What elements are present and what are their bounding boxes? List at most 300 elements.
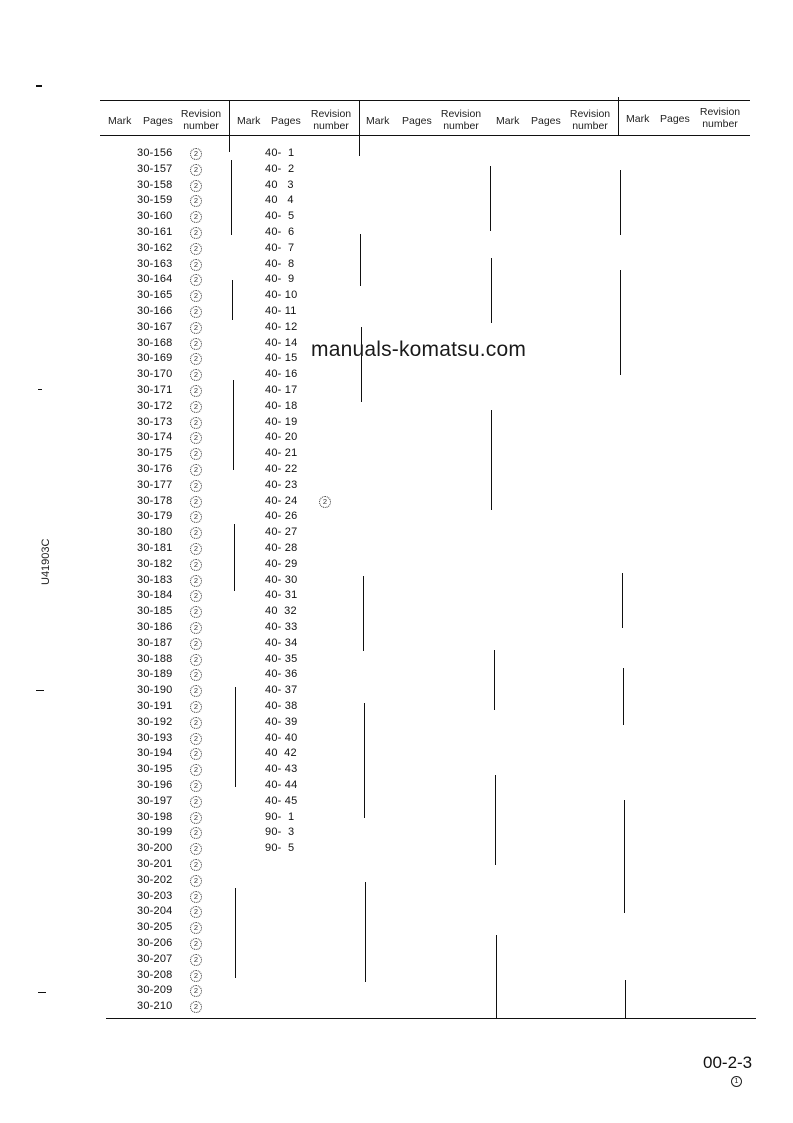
revision-number-circle-icon: 2: [190, 622, 202, 634]
header-mark: Mark: [626, 113, 650, 125]
page-number-cell: 90- 1: [265, 810, 295, 823]
page-number-cell: 40- 17: [265, 384, 298, 396]
revision-number-circle-icon: 2: [190, 195, 202, 207]
table-row: [229, 604, 359, 620]
revision-number-circle-icon: 2: [190, 543, 202, 555]
page-number-cell: 30-162: [137, 241, 173, 254]
revision-number-circle-icon: 2: [190, 338, 202, 350]
change-bar: [623, 668, 624, 725]
page-number-cell: 30-205: [137, 921, 173, 934]
table-row: [100, 699, 230, 715]
page-number-cell: 30-159: [137, 194, 173, 207]
table-row: [229, 494, 359, 510]
header-revision: Revision number: [569, 108, 611, 132]
change-bar: [624, 800, 625, 913]
page-number-cell: 30-190: [137, 684, 173, 697]
page-number-cell: 30-207: [137, 952, 173, 965]
page-number-cell: 40- 10: [265, 289, 298, 302]
table-row: [100, 336, 230, 352]
page-number-cell: 40- 19: [265, 415, 298, 428]
table-row: [229, 731, 359, 747]
page-number-cell: 30-184: [137, 589, 173, 602]
page-number-cell: 40- 15: [265, 352, 298, 365]
table-row: [100, 904, 230, 920]
revision-number-circle-icon: 2: [190, 306, 202, 318]
page-number-cell: 40- 20: [265, 431, 298, 444]
page-number-cell: 30-209: [137, 984, 173, 997]
page-number-cell: 30-192: [137, 715, 173, 728]
page-number-cell: 30-180: [137, 526, 173, 539]
table-row: [100, 620, 230, 636]
revision-number-circle-icon: 2: [190, 575, 202, 587]
header-pages: Pages: [660, 113, 690, 125]
page-number-cell: 40- 36: [265, 668, 298, 681]
revision-number-circle-icon: 2: [190, 211, 202, 223]
page-number-cell: 40- 38: [265, 700, 298, 712]
page-number-cell: 30-206: [137, 937, 173, 949]
page-number-cell: 30-208: [137, 968, 173, 981]
page-number-cell: 40- 21: [265, 447, 298, 460]
page-number-cell: 30-188: [137, 652, 173, 665]
table-row: [229, 304, 359, 320]
table-row: [100, 794, 230, 810]
table-row: [100, 731, 230, 747]
header-mark: Mark: [366, 115, 390, 127]
revision-number-circle-icon: 2: [190, 796, 202, 808]
table-row: [229, 715, 359, 731]
page-number-cell: 40 32: [265, 605, 297, 618]
table-row: [100, 225, 230, 241]
table-row: [229, 209, 359, 225]
page-number-cell: 40- 31: [265, 589, 298, 602]
table-row: [100, 936, 230, 952]
table-row: [100, 746, 230, 762]
page-number-cell: 30-193: [137, 731, 173, 744]
revision-number-circle-icon: 2: [190, 954, 202, 966]
header-mark: Mark: [108, 115, 132, 127]
watermark-text: manuals-komatsu.com: [311, 338, 527, 361]
revision-number-circle-icon: 2: [190, 559, 202, 571]
revision-number-circle-icon: 2: [190, 290, 202, 302]
page-number-cell: 40- 22: [265, 463, 298, 475]
revision-number-circle-icon: 2: [190, 938, 202, 950]
revision-number-circle-icon: 2: [190, 417, 202, 429]
table-row: [229, 509, 359, 525]
page-number-cell: 40- 6: [265, 226, 295, 238]
revision-number-circle-icon: 2: [190, 148, 202, 160]
table-row: [229, 462, 359, 478]
page-number-cell: 30-172: [137, 399, 173, 412]
page-number-cell: 30-169: [137, 352, 173, 365]
table-row: [100, 209, 230, 225]
table-row: [229, 588, 359, 604]
page-number-cell: 40- 33: [265, 621, 298, 633]
page-number-cell: 40- 40: [265, 731, 298, 744]
table-row: [100, 778, 230, 794]
revision-number-circle-icon: 2: [190, 843, 202, 855]
table-row: [229, 746, 359, 762]
table-row: [100, 462, 230, 478]
revision-number-circle-icon: 2: [319, 496, 331, 508]
page-number-cell: 40- 39: [265, 715, 298, 728]
header-group-3: [359, 100, 489, 134]
page-number-cell: 30-178: [137, 494, 173, 507]
footer-rule: [106, 1018, 756, 1019]
revision-number-circle-icon: 2: [190, 432, 202, 444]
page-number-cell: 40- 30: [265, 573, 298, 586]
page-number-cell: 40- 27: [265, 526, 298, 539]
page-number-cell: 40- 44: [265, 779, 298, 791]
table-row: [100, 320, 230, 336]
page-number-cell: 30-197: [137, 794, 173, 807]
page-number-cell: 40- 35: [265, 652, 298, 665]
page-number-cell: 40 42: [265, 747, 297, 760]
change-bar: [495, 775, 496, 865]
table-row: [100, 873, 230, 889]
margin-mark: [38, 389, 42, 390]
header-pages: Pages: [402, 115, 432, 127]
page-number-cell: 40- 28: [265, 542, 298, 554]
revision-number-circle-icon: 2: [190, 164, 202, 176]
revision-number-circle-icon: 2: [190, 654, 202, 666]
table-row: [100, 383, 230, 399]
page-number-cell: 30-196: [137, 779, 173, 791]
table-row: [229, 825, 359, 841]
table-row: [229, 320, 359, 336]
table-row: [100, 304, 230, 320]
revision-number-circle-icon: 2: [190, 1001, 202, 1013]
revision-number-circle-icon: 2: [190, 369, 202, 381]
margin-mark: [36, 690, 44, 691]
table-row: [100, 288, 230, 304]
page-number-cell: 40- 11: [265, 305, 297, 317]
table-row: [100, 494, 230, 510]
revision-number-circle-icon: 2: [190, 385, 202, 397]
page-number-cell: 30-199: [137, 826, 173, 839]
table-row: [100, 557, 230, 573]
header-bottom-rule: [100, 135, 750, 136]
page-number-cell: 30-164: [137, 273, 173, 286]
table-row: [100, 999, 230, 1015]
table-row: [229, 573, 359, 589]
table-row: [100, 715, 230, 731]
table-row: [100, 478, 230, 494]
table-row: [229, 636, 359, 652]
page-number-cell: 40- 23: [265, 478, 298, 491]
table-row: [100, 272, 230, 288]
table-row: [229, 841, 359, 857]
table-row: [100, 178, 230, 194]
table-row: [100, 193, 230, 209]
page-number-cell: 40- 43: [265, 763, 298, 776]
table-row: [100, 825, 230, 841]
revision-number-circle-icon: 2: [190, 180, 202, 192]
page-number-cell: 30-203: [137, 889, 173, 902]
page-number-cell: 30-166: [137, 305, 173, 317]
revision-number-circle-icon: 2: [190, 274, 202, 286]
page-number-cell: 30-170: [137, 368, 173, 381]
page-number-cell: 40- 16: [265, 368, 298, 381]
revision-number-circle-icon: 2: [190, 717, 202, 729]
page-number-cell: 30-183: [137, 573, 173, 586]
table-row: [100, 667, 230, 683]
table-row: [229, 667, 359, 683]
page-number-cell: 30-195: [137, 763, 173, 776]
page-number-cell: 40- 2: [265, 162, 295, 175]
table-row: [229, 794, 359, 810]
table-row: [229, 225, 359, 241]
page-number-cell: 40- 18: [265, 399, 298, 412]
table-row: [100, 573, 230, 589]
table-row: [100, 146, 230, 162]
page-number-cell: 30-161: [137, 226, 173, 238]
revision-number-circle-icon: 2: [190, 812, 202, 824]
change-bar: [491, 258, 492, 323]
change-bar: [625, 980, 626, 1018]
table-row: [100, 983, 230, 999]
header-mark: Mark: [237, 115, 261, 127]
page-number-cell: 40 3: [265, 178, 294, 191]
table-row: [100, 541, 230, 557]
table-row: [229, 541, 359, 557]
page-number-cell: 30-171: [137, 384, 173, 396]
revision-number-circle-icon: 2: [190, 527, 202, 539]
header-group-1: [100, 100, 229, 134]
page-number-cell: 30-160: [137, 210, 173, 223]
page-number-cell: 30-189: [137, 668, 173, 681]
change-bar: [490, 166, 491, 231]
revision-number-circle-icon: 2: [190, 859, 202, 871]
table-row: [229, 446, 359, 462]
page-number-cell: 30-201: [137, 858, 173, 870]
revision-number-circle-icon: 2: [190, 259, 202, 271]
table-row: [100, 446, 230, 462]
table-row: [100, 604, 230, 620]
revision-number-circle-icon: 2: [190, 227, 202, 239]
revision-number-circle-icon: 2: [190, 606, 202, 618]
page-number-cell: 40- 29: [265, 557, 298, 570]
table-row: [100, 367, 230, 383]
table-row: [229, 415, 359, 431]
table-row: [229, 557, 359, 573]
table-row: [229, 478, 359, 494]
change-bar: [364, 703, 365, 818]
change-bar: [235, 888, 236, 978]
page-number-cell: 30-185: [137, 605, 173, 618]
page-number-cell: 30-191: [137, 700, 173, 712]
table-row: [229, 193, 359, 209]
table-row: [100, 683, 230, 699]
page-number-cell: 30-198: [137, 810, 173, 823]
table-row: [100, 588, 230, 604]
revision-number-circle-icon: 2: [190, 733, 202, 745]
revision-number-circle-icon: 2: [190, 353, 202, 365]
change-bar: [363, 576, 364, 651]
revision-number-circle-icon: 2: [190, 764, 202, 776]
change-bar: [491, 410, 492, 510]
change-bar: [496, 935, 497, 1018]
page-revision-mark: 1: [731, 1076, 742, 1087]
table-row: [229, 241, 359, 257]
revision-number-circle-icon: 2: [190, 922, 202, 934]
revision-number-circle-icon: 2: [190, 685, 202, 697]
page-number-cell: 40- 34: [265, 636, 298, 649]
header-group-5: [618, 98, 750, 132]
revision-number-circle-icon: 2: [190, 669, 202, 681]
table-row: [100, 257, 230, 273]
change-bar: [620, 170, 621, 235]
page-number-cell: 40 4: [265, 194, 294, 207]
table-row: [100, 162, 230, 178]
page-number-cell: 30-167: [137, 320, 173, 333]
header-pages: Pages: [531, 115, 561, 127]
table-row: [100, 636, 230, 652]
revision-number-circle-icon: 2: [190, 891, 202, 903]
page-number-cell: 30-187: [137, 636, 173, 649]
table-row: [100, 430, 230, 446]
page-number-cell: 40- 1: [265, 147, 295, 159]
header-pages: Pages: [143, 115, 173, 127]
table-row: [100, 241, 230, 257]
change-bar: [620, 270, 621, 375]
page-number-cell: 30-173: [137, 415, 173, 428]
revision-number-circle-icon: 2: [190, 401, 202, 413]
page-number-cell: 30-182: [137, 557, 173, 570]
change-bar: [622, 573, 623, 628]
page-number-cell: 40- 12: [265, 320, 298, 333]
page-number-cell: 30-210: [137, 1000, 173, 1013]
table-row: [100, 652, 230, 668]
table-row: [100, 952, 230, 968]
revision-number-circle-icon: 2: [190, 780, 202, 792]
revision-number-circle-icon: 2: [190, 511, 202, 523]
revision-number-circle-icon: 2: [190, 701, 202, 713]
table-row: [229, 383, 359, 399]
table-row: [100, 762, 230, 778]
table-row: [229, 778, 359, 794]
table-row: [229, 620, 359, 636]
page-number-cell: 30-177: [137, 478, 173, 491]
revision-number-circle-icon: 2: [190, 906, 202, 918]
table-row: [229, 146, 359, 162]
change-bar: [494, 650, 495, 710]
margin-mark: [36, 85, 42, 87]
header-group-2: [229, 100, 359, 134]
page-number-cell: 40- 24: [265, 494, 298, 507]
page-number: 00-2-3: [703, 1053, 753, 1072]
header-pages: Pages: [271, 115, 301, 127]
table-row: [100, 889, 230, 905]
revision-number-circle-icon: 2: [190, 496, 202, 508]
table-row: [229, 257, 359, 273]
table-row: [100, 351, 230, 367]
page-number-cell: 30-157: [137, 162, 173, 175]
table-row: [100, 968, 230, 984]
page-number-cell: 40- 14: [265, 336, 298, 349]
revision-number-circle-icon: 2: [190, 322, 202, 334]
change-bar: [360, 234, 361, 286]
page-number-cell: 40- 37: [265, 684, 298, 697]
table-row: [100, 509, 230, 525]
revision-number-circle-icon: 2: [190, 638, 202, 650]
page-number-cell: 40- 8: [265, 257, 295, 270]
table-row: [100, 841, 230, 857]
header-revision: Revision number: [180, 108, 222, 132]
table-row: [229, 652, 359, 668]
document-code: U41903C: [40, 538, 52, 585]
page-number-cell: 90- 5: [265, 842, 295, 855]
page-number-cell: 40- 7: [265, 241, 295, 254]
table-row: [100, 399, 230, 415]
page-number-cell: 30-175: [137, 447, 173, 460]
table-row: [229, 162, 359, 178]
margin-mark: [38, 992, 46, 993]
revision-number-circle-icon: 2: [190, 448, 202, 460]
revision-number-circle-icon: 2: [190, 243, 202, 255]
table-row: [229, 178, 359, 194]
table-row: [100, 857, 230, 873]
table-row: [229, 810, 359, 826]
header-revision: Revision number: [310, 108, 352, 132]
page-number-cell: 40- 5: [265, 210, 295, 223]
table-row: [229, 272, 359, 288]
revision-number-circle-icon: 2: [190, 827, 202, 839]
table-row: [100, 920, 230, 936]
table-row: [229, 525, 359, 541]
page-number-cell: 90- 3: [265, 826, 295, 839]
page-number-cell: 30-186: [137, 621, 173, 633]
header-group-4: [489, 100, 618, 134]
page-number-cell: 30-163: [137, 257, 173, 270]
page-number-cell: 40- 26: [265, 510, 298, 523]
page-number-cell: 30-200: [137, 842, 173, 855]
table-row: [229, 399, 359, 415]
change-bar: [365, 882, 366, 982]
table-row: [229, 762, 359, 778]
page-number-cell: 30-179: [137, 510, 173, 523]
page-number-cell: 30-181: [137, 542, 173, 554]
table-row: [229, 430, 359, 446]
header-mark: Mark: [496, 115, 520, 127]
header-revision: Revision number: [699, 106, 741, 130]
page-number-cell: 30-194: [137, 747, 173, 760]
header-revision: Revision number: [440, 108, 482, 132]
page-number-cell: 30-176: [137, 463, 173, 475]
revision-number-circle-icon: 2: [190, 875, 202, 887]
revision-number-circle-icon: 2: [190, 480, 202, 492]
revision-number-circle-icon: 2: [190, 464, 202, 476]
page-number-cell: 30-204: [137, 905, 173, 918]
page-number-cell: 30-156: [137, 147, 173, 159]
page-number-cell: 40- 9: [265, 273, 295, 286]
table-row: [100, 415, 230, 431]
page-number-cell: 30-202: [137, 873, 173, 886]
table-row: [100, 810, 230, 826]
page-number-cell: 40- 45: [265, 794, 298, 807]
table-row: [100, 525, 230, 541]
page-number-cell: 30-174: [137, 431, 173, 444]
table-row: [229, 367, 359, 383]
revision-number-circle-icon: 2: [190, 590, 202, 602]
page-number-cell: 30-165: [137, 289, 173, 302]
page-number-cell: 30-158: [137, 178, 173, 191]
table-row: [229, 288, 359, 304]
revision-number-circle-icon: 2: [190, 970, 202, 982]
table-row: [229, 683, 359, 699]
page-number-cell: 30-168: [137, 336, 173, 349]
table-row: [229, 699, 359, 715]
revision-number-circle-icon: 2: [190, 985, 202, 997]
